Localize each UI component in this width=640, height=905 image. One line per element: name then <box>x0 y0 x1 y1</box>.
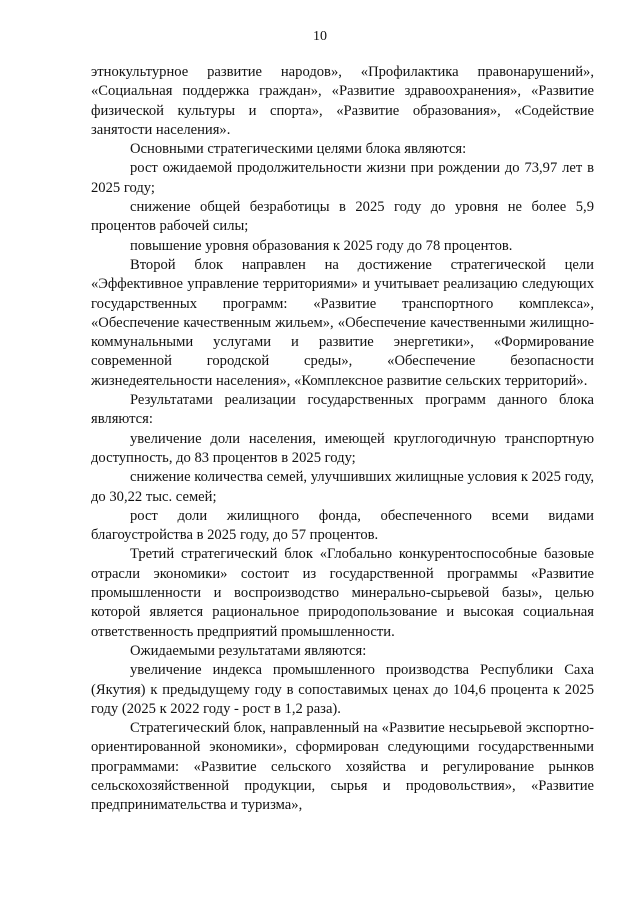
paragraph: Второй блок направлен на достижение стратегической цели «Эффективное управление территориями» и учитывает реализацию следующих государственных программ: «Развитие транспортного комплекса», «Обеспечение качественным жильем», «Обеспечение качественными жилищно-коммунальными услугами и развитие энергетики», «Формирование современной городской среды», «Обеспечение безопасности жизнедеятельности населения», «Комплексное развитие сельских территорий». <box>91 256 594 389</box>
paragraph: снижение общей безработицы в 2025 году до уровня не более 5,9 процентов рабочей силы; <box>91 199 594 235</box>
page-number: 10 <box>313 29 327 44</box>
paragraph: Стратегический блок, направленный на «Развитие несырьевой экспортно-ориентированной экономики», сформирован следующими государственными программами: «Развитие сельского хозяйства и регулирование рынков сельскохозяйственной продукции, сырья и продовольствия», «Развитие предпринимательства и туризма», <box>91 720 594 814</box>
paragraph: этнокультурное развитие народов», «Профилактика правонарушений», «Социальная поддержка граждан», «Развитие здравоохранения», «Развитие физической культуры и спорта», «Развитие образования», «Содействие занятости населения». <box>91 64 594 138</box>
paragraph: увеличение доли населения, имеющей круглогодичную транспортную доступность, до 83 процентов в 2025 году; <box>91 430 594 466</box>
paragraph: снижение количества семей, улучшивших жилищные условия к 2025 году, до 30,22 тыс. семей; <box>91 469 594 505</box>
paragraph: увеличение индекса промышленного производства Республики Саха (Якутия) к предыдущему году в сопоставимых ценах до 104,6 процента к 2025 году (2025 к 2022 году - рост в 1,2 раза). <box>91 662 594 717</box>
paragraph: Третий стратегический блок «Глобально конкурентоспособные базовые отрасли экономики» состоит из государственной программы «Развитие промышленности и воспроизводство минерально-сырьевой базы», целью которой является рациональное природопользование и высокая социальная ответственность предприятий промышленности. <box>91 546 594 640</box>
paragraph: повышение уровня образования к 2025 году до 78 процентов. <box>130 237 513 254</box>
body-text <box>91 63 594 816</box>
paragraph: рост доли жилищного фонда, обеспеченного всеми видами благоустройства в 2025 году, до 57 процентов. <box>91 507 594 544</box>
paragraph: рост ожидаемой продолжительности жизни при рождении до 73,97 лет в 2025 году; <box>91 160 594 196</box>
paragraph: Результатами реализации государственных программ данного блока являются: <box>91 392 594 428</box>
paragraph: Основными стратегическими целями блока являются: <box>130 141 467 158</box>
paragraph: Ожидаемыми результатами являются: <box>130 642 367 659</box>
